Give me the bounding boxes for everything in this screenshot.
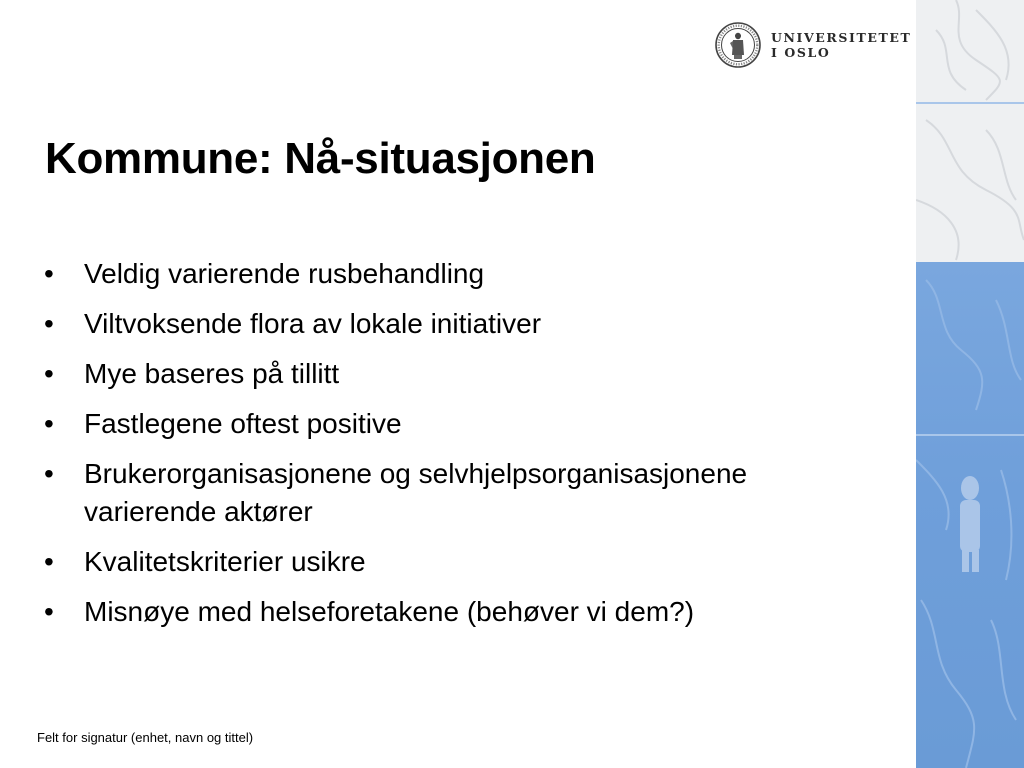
bullet-text: Brukerorganisasjonene og selvhjelpsorganisasjonene varierende aktører xyxy=(84,458,748,527)
bullet-item xyxy=(44,405,904,443)
bullet-text: Veldig varierende rusbehandling xyxy=(84,258,485,289)
university-logo xyxy=(714,21,912,71)
university-name xyxy=(771,30,911,60)
signature-footer: Felt for signatur (enhet, navn og tittel) xyxy=(37,730,254,745)
bullet-text: Misnøye med helseforetakene (behøver vi dem?) xyxy=(84,596,695,627)
bullet-marker: • xyxy=(44,408,54,439)
bullet-item xyxy=(44,593,904,631)
bullet-marker: • xyxy=(44,596,54,627)
side-decoration-panel xyxy=(916,0,1024,768)
bullet-text: Viltvoksende flora av lokale initiativer xyxy=(84,308,542,339)
bullet-text: Mye baseres på tillitt xyxy=(84,358,340,389)
logo-line-2: I OSLO xyxy=(771,45,831,60)
bullet-marker: • xyxy=(44,358,54,389)
bullet-item xyxy=(44,355,904,393)
bullet-list xyxy=(44,255,904,643)
logo-line-1: UNIVERSITETET xyxy=(771,30,912,45)
bullet-text: Kvalitetskriterier usikre xyxy=(84,546,366,577)
statue-watermark-icon xyxy=(916,0,1024,768)
university-seal-icon xyxy=(714,21,762,69)
slide-title: Kommune: Nå-situasjonen xyxy=(45,134,596,183)
bullet-marker: • xyxy=(44,258,54,289)
bullet-text: Fastlegene oftest positive xyxy=(84,408,402,439)
bullet-item xyxy=(44,255,904,293)
bullet-marker: • xyxy=(44,546,54,577)
bullet-item xyxy=(44,543,904,581)
bullet-marker: • xyxy=(44,308,54,339)
bullet-item xyxy=(44,305,904,343)
bullet-marker: • xyxy=(44,458,54,489)
bullet-item xyxy=(44,455,824,531)
